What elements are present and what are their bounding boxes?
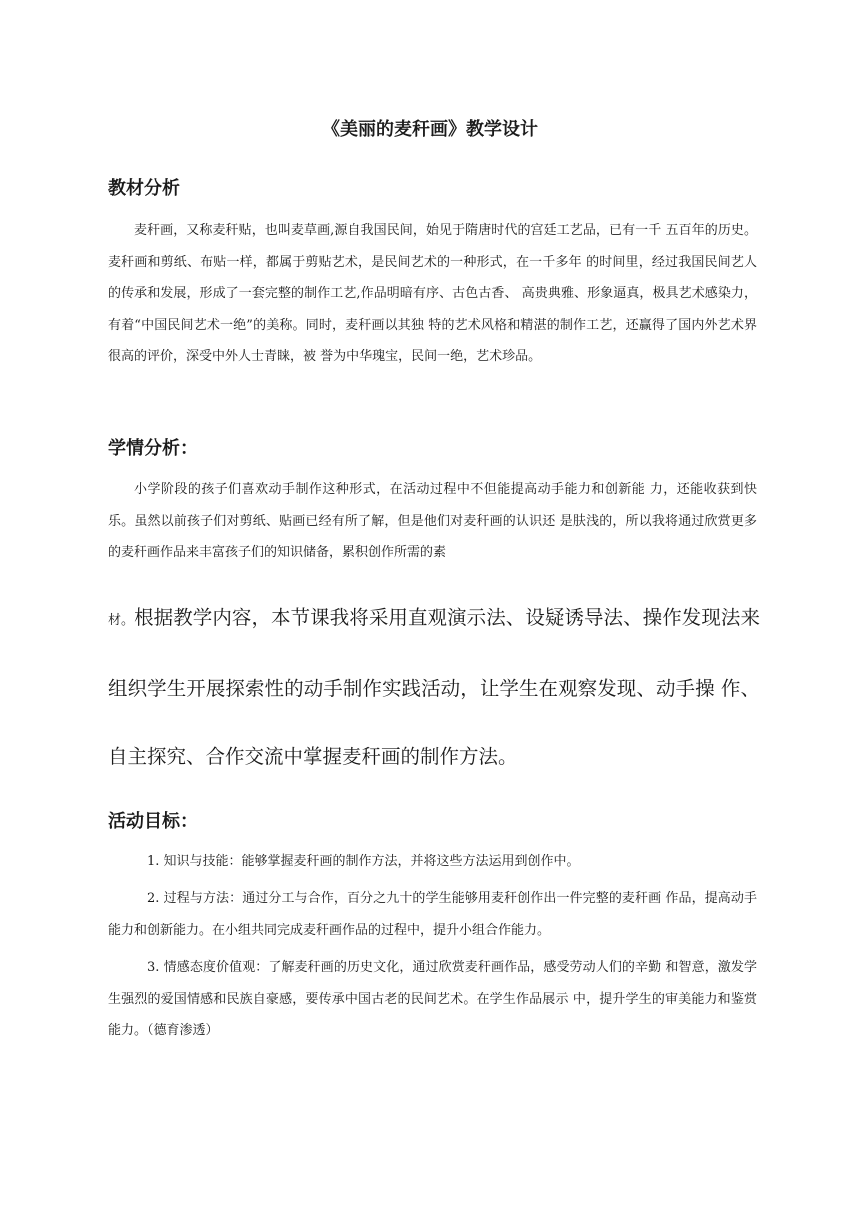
teaching-method-paragraph (108, 584, 760, 791)
student-analysis-paragraph: 小学阶段的孩子们喜欢动手制作这种形式，在活动过程中不但能提高动手能力和创新能 力，还能收获到快乐。虽然以前孩子们对剪纸、贴画已经有所了解，但是他们对麦秆画的认识还 是肤浅的，所以我将通过欣赏更多的麦秆画作品来丰富孩子们的知识储备，累积创作所需的素 (108, 482, 757, 560)
textbook-analysis-paragraph: 麦秆画，又称麦秆贴，也叫麦草画,源自我国民间，始见于隋唐时代的宫廷工艺品，已有一千 五百年的历史。麦秆画和剪纸、布贴一样，都属于剪贴艺术，是民间艺术的一种形式，在一千多年 的时间里，经过我国民间艺人的传承和发展，形成了一套完整的制作工艺,作品明暗有序、古色古香、 高贵典雅、形象逼真，极具艺术感染力，有着“中国民间艺术一绝”的美称。同时，麦秆画以其独 特的艺术风格和精湛的制作工艺，还赢得了国内外艺术界很高的评价，深受中外人士青睐，被 誉为中华瑰宝，民间一绝，艺术珍品。 (108, 223, 757, 364)
document-title: 《美丽的麦秆画》教学设计 (322, 119, 538, 140)
goal-item-emotion: 3. 情感态度价值观：了解麦秆画的历史文化，通过欣赏麦秆画作品，感受劳动人们的辛勤 和智意，激发学生强烈的爱国情感和民族自豪感，要传承中国古老的民间艺术。在学生作品展示 中，提升学生的审美能力和鉴赏能力。（德育渗透） (108, 960, 757, 1038)
goal-item-process: 2. 过程与方法：通过分工与合作，百分之九十的学生能够用麦秆创作出一件完整的麦秆画 作品，提高动手能力和创新能力。在小组共同完成麦秆画作品的过程中，提升小组合作能力。 (108, 891, 757, 938)
section-heading-textbook-analysis: 教材分析 (108, 178, 180, 199)
continuation-char: 材。 (108, 613, 135, 628)
section-heading-activity-goals: 活动目标： (108, 811, 198, 832)
goal-item-knowledge: 1. 知识与技能：能够掌握麦秆画的制作方法，并将这些方法运用到创作中。 (147, 854, 580, 869)
teaching-method-text: 根据教学内容，本节课我将采用直观演示法、设疑诱导法、操作发现法来组织学生开展探索性的动手制作实践活动，让学生在观察发现、动手操 作、自主探究、合作交流中掌握麦秆画的制作方法。 (108, 606, 760, 768)
section-heading-student-analysis: 学情分析： (108, 438, 198, 459)
